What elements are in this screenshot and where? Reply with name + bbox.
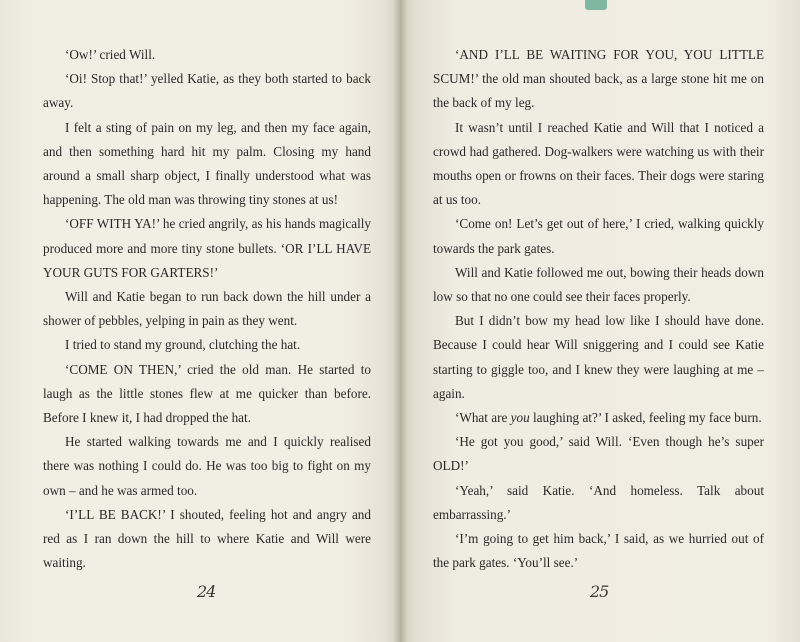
right-page-text — [433, 43, 764, 575]
paragraph: ‘COME ON THEN,’ cried the old man. He started to laugh as the little stones flew at me quicker than before. Before I knew it, I had dropped the hat. — [43, 361, 371, 426]
paragraph: But I didn’t bow my head low like I should have done. Because I could hear Will sniggering and I could see Katie starting to giggle too, and I knew they were laughing at me – again. — [433, 313, 764, 401]
paragraph: ‘I’LL BE BACK!’ I shouted, feeling hot and angry and red as I ran down the hill to where Katie and Will were waiting. — [43, 506, 371, 571]
paragraph: It wasn’t until I reached Katie and Will that I noticed a crowd had gathered. Dog-walkers were watching us with their mouths open or frowns on their faces. Their dogs were staring at us too. — [433, 119, 764, 208]
ribbon-marker — [585, 0, 607, 10]
paragraph: ‘OFF WITH YA!’ he cried angrily, as his hands magically produced more and more tiny stone bullets. ‘OR I’LL HAVE YOUR GUTS FOR GARTERS!’ — [43, 216, 371, 280]
paragraph: ‘What are you laughing at?’ I asked, feeling my face burn. — [455, 410, 762, 426]
page-number-left: 24 — [197, 582, 216, 601]
paragraph: ‘AND I’LL BE WAITING FOR YOU, YOU LITTLE SCUM!’ the old man shouted back, as a large stone hit me on the back of my leg. — [433, 47, 764, 111]
left-page-text — [43, 43, 371, 575]
paragraph: Will and Katie began to run back down the hill under a shower of pebbles, yelping in pain as they went. — [43, 289, 371, 329]
paragraph: ‘He got you good,’ said Will. ‘Even though he’s super OLD!’ — [433, 434, 764, 474]
paragraph: ‘I’m going to get him back,’ I said, as we hurried out of the park gates. ‘You’ll see.’ — [433, 531, 764, 571]
page-number-right: 25 — [590, 582, 609, 601]
paragraph: I felt a sting of pain on my leg, and then my face again, and then something hard hit my palm. Closing my hand around a small sharp object, I finally understood what was happening. The old man was throwing tiny stones at us! — [43, 119, 371, 208]
paragraph: ‘Come on! Let’s get out of here,’ I cried, walking quickly towards the park gates. — [433, 216, 764, 256]
right-page — [400, 0, 800, 642]
paragraph: He started walking towards me and I quickly realised there was nothing I could do. He was too big to fight on my own – and he was armed too. — [43, 434, 371, 498]
paragraph: Will and Katie followed me out, bowing their heads down low so that no one could see their faces properly. — [433, 264, 764, 305]
paragraph: ‘Yeah,’ said Katie. ‘And homeless. Talk about embarrassing.’ — [433, 482, 764, 522]
paragraph: ‘Ow!’ cried Will. — [65, 47, 156, 62]
paragraph: ‘Oi! Stop that!’ yelled Katie, as they both started to back away. — [43, 71, 371, 111]
paragraph: I tried to stand my ground, clutching the hat. — [65, 337, 301, 353]
